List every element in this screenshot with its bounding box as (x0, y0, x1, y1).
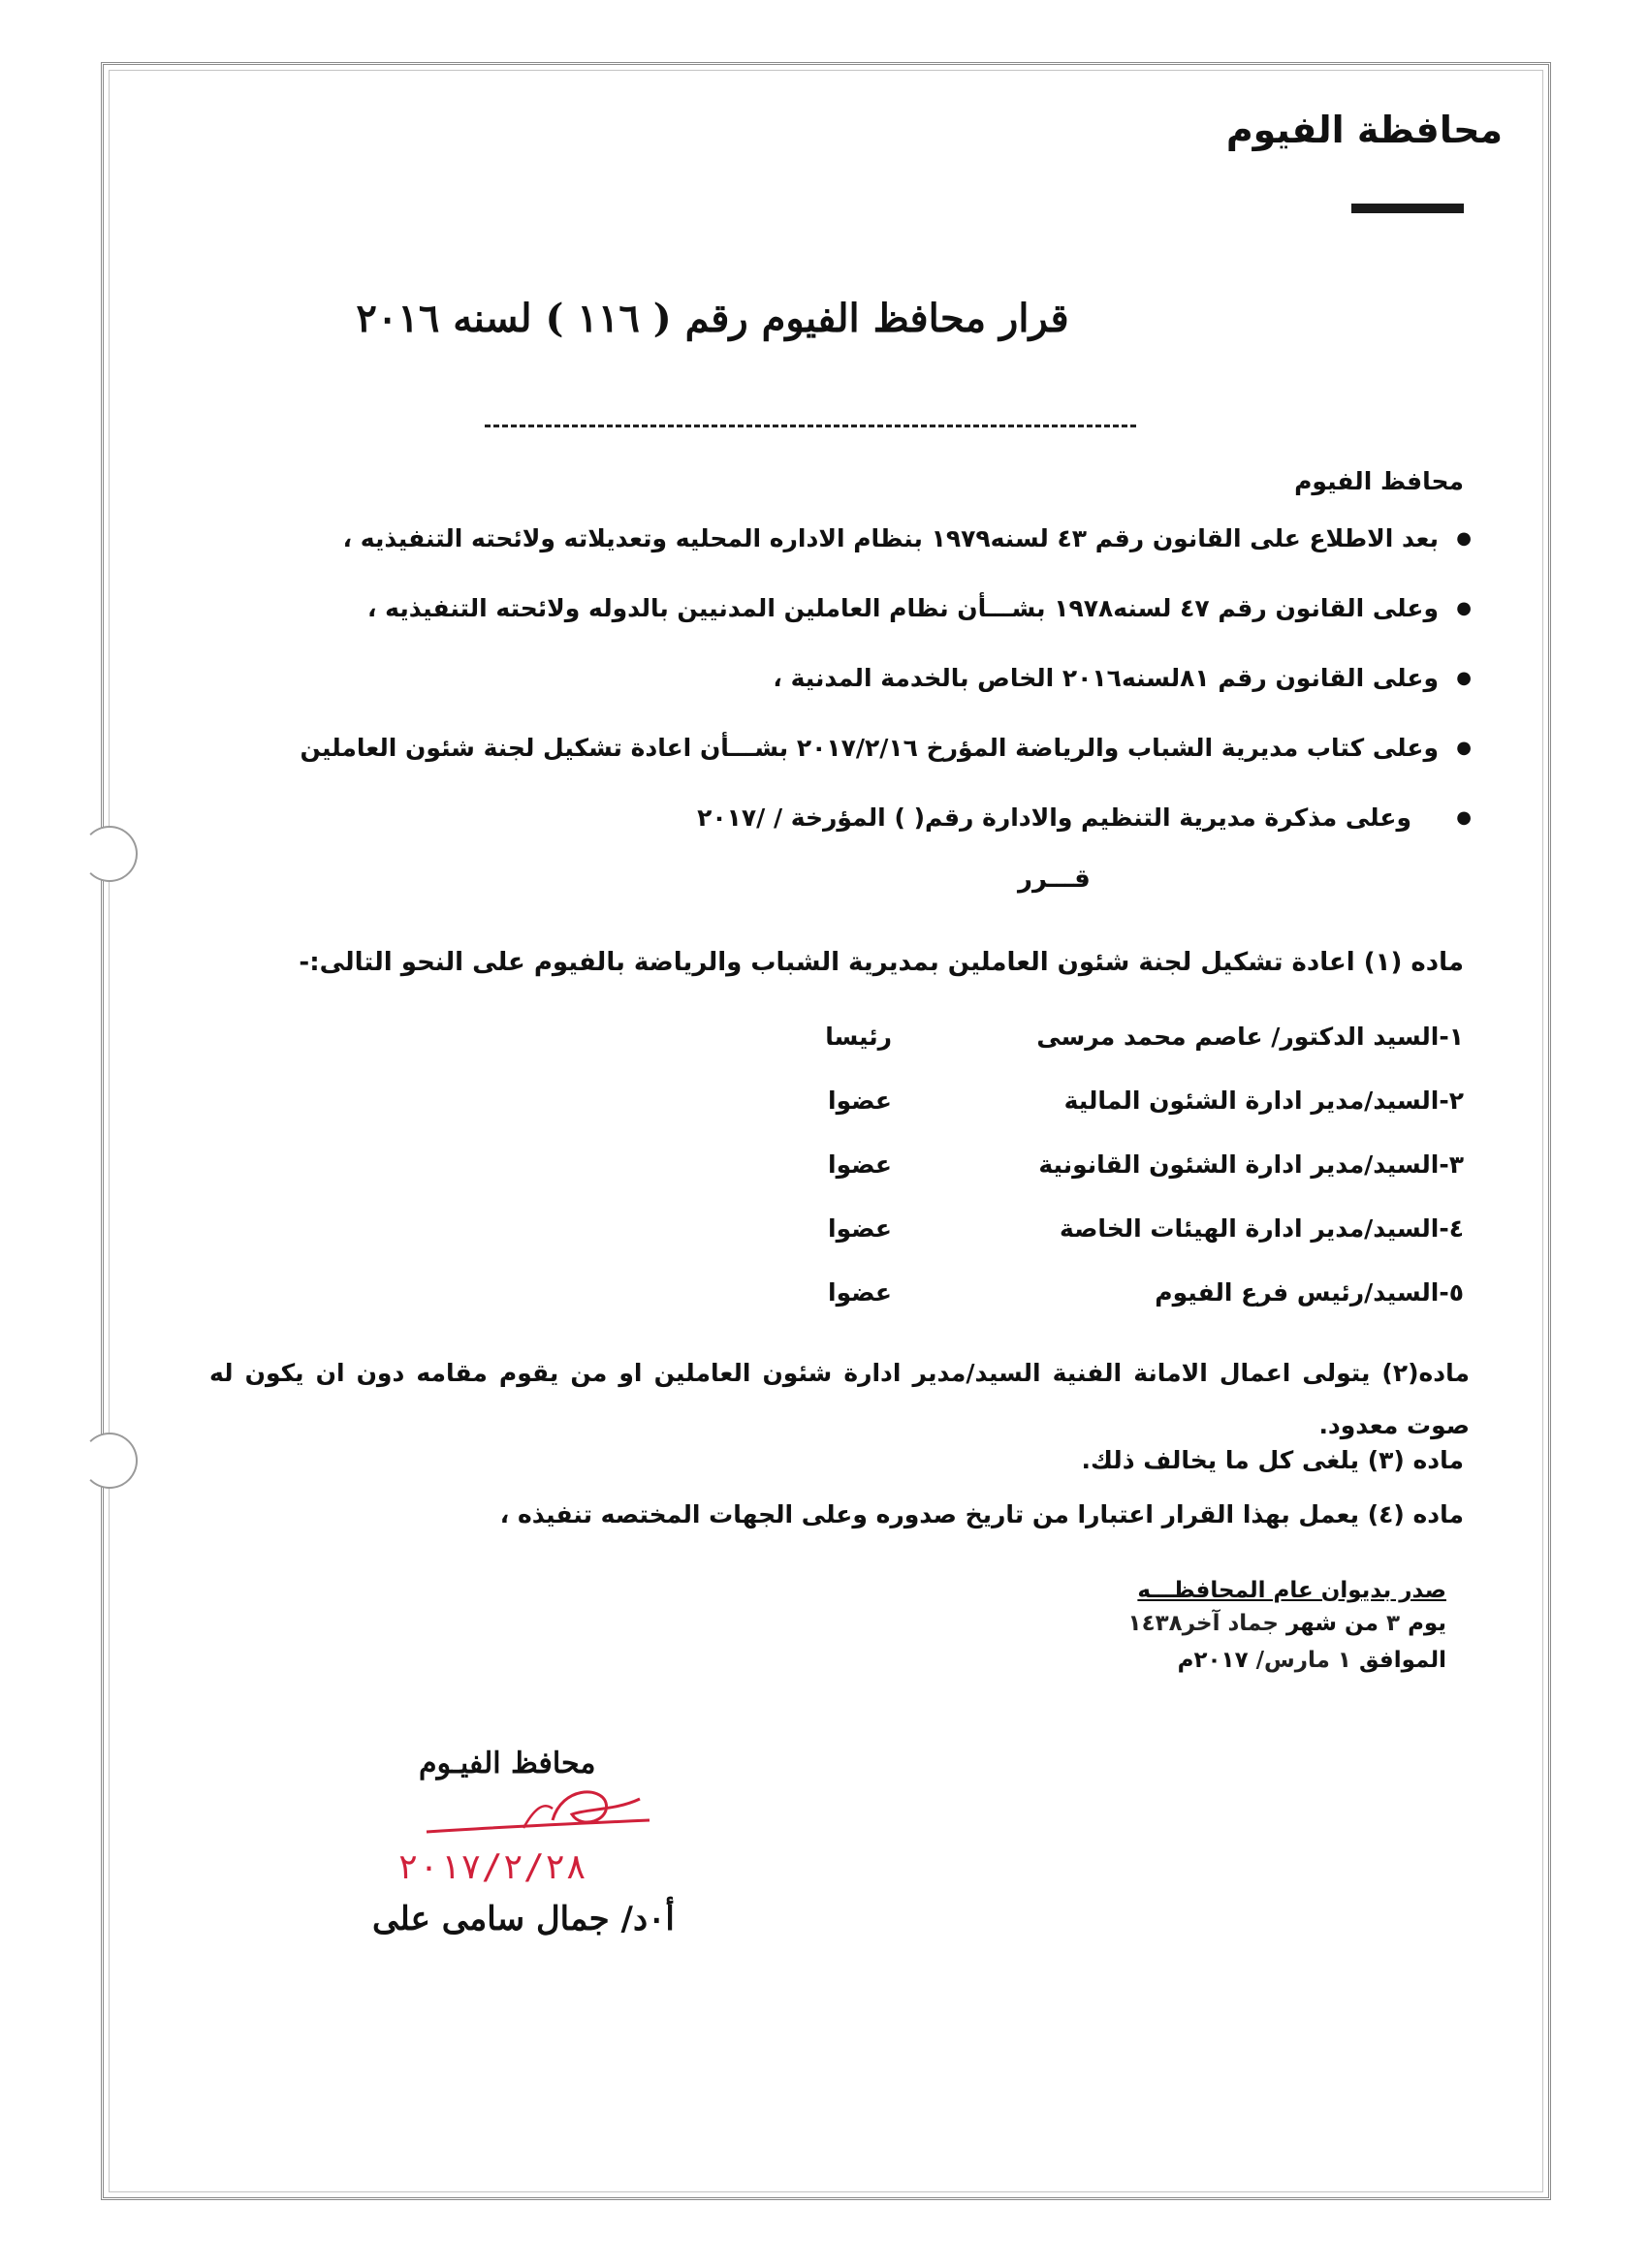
member-role: عضوا (828, 1214, 892, 1243)
decided-heading: قـــرر (1018, 865, 1091, 894)
whereas-item: ● وعلى القانون رقم ٤٧ لسنه١٩٧٨ بشـــأن نظام العاملين المدنيين بالدوله ولائحته التنفيذيه ، (173, 574, 1472, 644)
member-name: ٥-السيد/رئيس فرع الفيوم (1155, 1278, 1464, 1307)
issued-day-line (1128, 1611, 1446, 1636)
issued-gregorian-label: الموافق (1358, 1648, 1446, 1673)
article-4: ماده (٤) يعمل بهذا القرار اعتبارا من تاريخ صدوره وعلى الجهات المختصه تنفيذه ، (499, 1500, 1464, 1528)
preamble-label: محافظ الفيوم (1294, 467, 1464, 495)
issued-day-label: يوم (1408, 1611, 1446, 1636)
signatory-name: أ٠د/ جمال سامى على (372, 1900, 675, 1938)
whereas-item: ● بعد الاطلاع على القانون رقم ٤٣ لسنه١٩٧٩ بنظام الاداره المحليه وتعديلاته ولائحته التنفيذيه ، (173, 504, 1472, 574)
member-role: رئيسا (825, 1023, 892, 1051)
member-name: ٣-السيد/مدير ادارة الشئون القانونية (1038, 1150, 1464, 1179)
whereas-list (173, 504, 1472, 853)
decree-title: قرار محافظ الفيوم رقم ( ١١٦ ) لسنه ٢٠١٦ (356, 296, 1069, 341)
member-row (572, 1087, 1464, 1125)
whereas-item: ● وعلى كتاب مديرية الشباب والرياضة المؤرخ ٢٠١٧/٢/١٦ بشـــأن اعادة تشكيل لجنة شئون العاملين (173, 713, 1472, 783)
whereas-item: ● وعلى القانون رقم ٨١لسنه٢٠١٦ الخاص بالخدمة المدنية ، (173, 644, 1472, 713)
issued-hijri-hand: جماد آخر١٤٣٨ (1127, 1611, 1279, 1636)
member-row (572, 1023, 1464, 1061)
header-underline (1351, 204, 1464, 213)
issued-gregorian-line (1178, 1648, 1446, 1673)
punch-hole-top (81, 826, 138, 882)
page-border-inner (109, 70, 1543, 2192)
issued-gregorian-year: ٢٠١٧م (1177, 1648, 1249, 1673)
member-row (572, 1150, 1464, 1189)
member-role: عضوا (828, 1150, 892, 1179)
governorate-header: محافظة الفيوم (1225, 109, 1503, 151)
member-name: ٢-السيد/مدير ادارة الشئون المالية (1063, 1087, 1464, 1115)
whereas-item: ● وعلى مذكرة مديرية التنظيم والادارة رقم( ) المؤرخة / /٢٠١٧ (173, 783, 1472, 853)
article-3: ماده (٣) يلغى كل ما يخالف ذلك. (1081, 1446, 1464, 1474)
issued-month-label: من شهر (1285, 1611, 1379, 1636)
signatory-title: محافظ الفيـوم (419, 1747, 596, 1780)
article-2: ماده(٢) يتولى اعمال الامانة الفنية السيد/مدير ادارة شئون العاملين او من يقوم مقامه دون ان يكون له صوت معدود. (209, 1359, 1470, 1439)
signature-date-hand: ٢٠١٧/٢/٢٨ (397, 1847, 587, 1887)
article-1: ماده (١) اعادة تشكيل لجنة شئون العاملين بمديرية الشباب والرياضة بالفيوم على النحو التالى:- (299, 948, 1464, 977)
member-role: عضوا (828, 1278, 892, 1307)
issued-at: صدر بديوان عام المحافظـــه (1137, 1578, 1446, 1603)
member-name: ٤-السيد/مدير ادارة الهيئات الخاصة (1060, 1214, 1464, 1243)
issued-day-hand: ٣ (1386, 1611, 1401, 1636)
member-role: عضوا (828, 1087, 892, 1115)
member-row (572, 1214, 1464, 1253)
issued-gregorian-hand: ١ مارس/ (1255, 1648, 1351, 1673)
member-row (572, 1278, 1464, 1317)
member-name: ١-السيد الدكتور/ عاصم محمد مرسى (1036, 1023, 1464, 1051)
punch-hole-bottom (81, 1433, 138, 1489)
separator-dashes (485, 425, 1136, 427)
